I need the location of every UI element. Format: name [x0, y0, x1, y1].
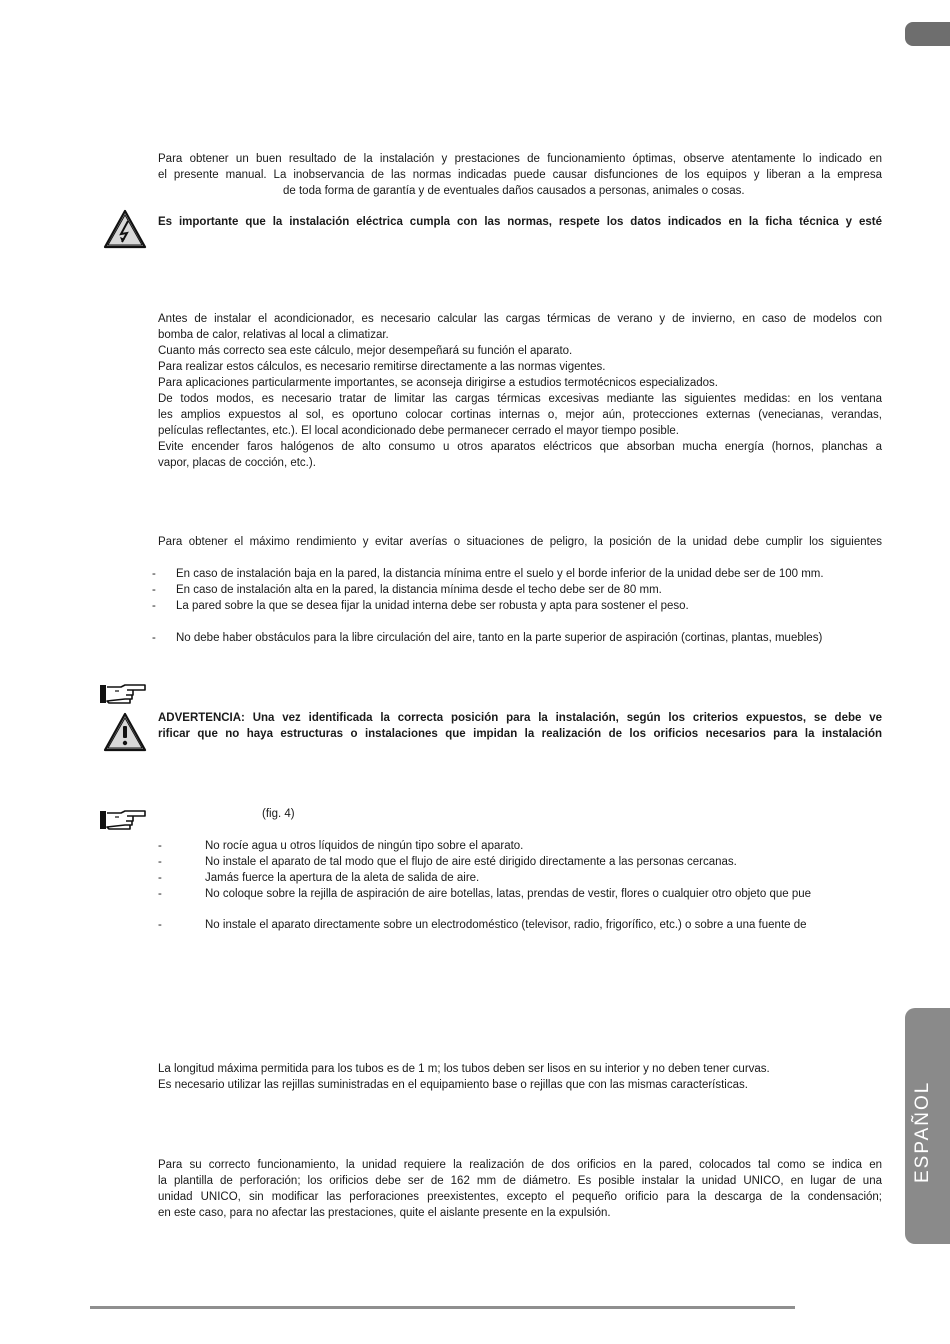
language-tab-label: ESPAÑOL	[912, 1080, 933, 1183]
intro-line: el presente manual. La inobservancia de las normas indicadas puede causar disfunciones de los equipos y liberan a la empresa	[158, 169, 882, 181]
thermal-line: Cuanto más correcto sea este cálculo, mejor desempeñará su función el aparato.	[158, 345, 573, 357]
language-tab	[905, 1008, 950, 1244]
holes-paragraph	[158, 1157, 882, 1221]
top-tab-marker	[905, 22, 950, 46]
thermal-line: De todos modos, es necesario tratar de limitar las cargas térmicas excesivas mediante las siguientes medidas: en los ventana	[158, 393, 882, 405]
advertencia-text	[158, 710, 882, 742]
position-intro: Para obtener el máximo rendimiento y evitar averías o situaciones de peligro, la posición de la unidad debe cumplir los siguientes	[158, 536, 882, 548]
thermal-line: les amplios expuestos al sol, es oportuno colocar cortinas internas o, mejor aún, protecciones externas (venecianas, verandas,	[158, 409, 882, 421]
pointing-hand-icon	[99, 682, 147, 706]
thermal-line: películas reflectantes, etc.). El local acondicionado debe permanecer cerrado el mayor tiempo posible.	[158, 425, 679, 437]
thermal-line: vapor, placas de cocción, etc.).	[158, 457, 316, 469]
warning-exclamation-icon	[103, 712, 147, 752]
thermal-line: bomba de calor, relativas al local a climatizar.	[158, 329, 389, 341]
fig-reference: (fig. 4)	[262, 808, 295, 820]
tubes-line: La longitud máxima permitida para los tubos es de 1 m; los tubos deben ser lisos en su interior y no deben tener curvas.	[158, 1063, 770, 1075]
thermal-line: Para aplicaciones particularmente importantes, se aconseja dirigirse a estudios termotécnicos especializados.	[158, 377, 718, 389]
intro-line: Para obtener un buen resultado de la instalación y prestaciones de funcionamiento óptimas, observe atentamente lo indicado en	[158, 153, 882, 165]
thermal-line: Evite encender faros halógenos de alto consumo u otros aparatos eléctricos que absorban mucha energía (hornos, planchas a	[158, 441, 882, 453]
holes-line: en este caso, para no afectar las prestaciones, quite el aislante presente en la expulsión.	[158, 1207, 611, 1219]
advertencia-line: rificar que no haya estructuras o instalaciones que impidan la realización de los orificios necesarios para la instalación	[158, 728, 882, 740]
electric-hazard-icon	[103, 209, 147, 249]
advertencia-line: ADVERTENCIA: Una vez identificada la correcta posición para la instalación, según los criterios expuestos, se debe ve	[158, 712, 882, 724]
holes-line: Para su correcto funcionamiento, la unidad requiere la realización de dos orificios en la pared, colocados tal como se indica en	[158, 1159, 882, 1171]
holes-line: la plantilla de perforación; los orificios debe ser de 162 mm de diámetro. Es posible instalar la unidad UNICO, en lugar de una	[158, 1175, 882, 1187]
pointing-hand-icon	[99, 808, 147, 832]
intro-paragraph	[158, 151, 882, 199]
tubes-paragraph	[158, 1061, 882, 1093]
electrical-warning-text: Es importante que la instalación eléctrica cumpla con las normas, respete los datos indicados en la ficha técnica y esté	[158, 216, 882, 228]
thermal-line: Para realizar estos cálculos, es necesario remitirse directamente a las normas vigentes.	[158, 361, 606, 373]
bottom-rule	[90, 1306, 795, 1309]
thermal-loads-paragraph	[158, 311, 882, 471]
thermal-line: Antes de instalar el acondicionador, es necesario calcular las cargas térmicas de verano y de invierno, en caso de modelos con	[158, 313, 882, 325]
tubes-line: Es necesario utilizar las rejillas suministradas en el equipamiento base o rejillas que con las mismas características.	[158, 1079, 748, 1091]
intro-line: de toda forma de garantía y de eventuales daños causados a personas, animales o cosas.	[283, 185, 745, 197]
holes-line: unidad UNICO, sin modificar las perforaciones preexistentes, excepto el pequeño orificio para la descarga de la condensación;	[158, 1191, 882, 1203]
